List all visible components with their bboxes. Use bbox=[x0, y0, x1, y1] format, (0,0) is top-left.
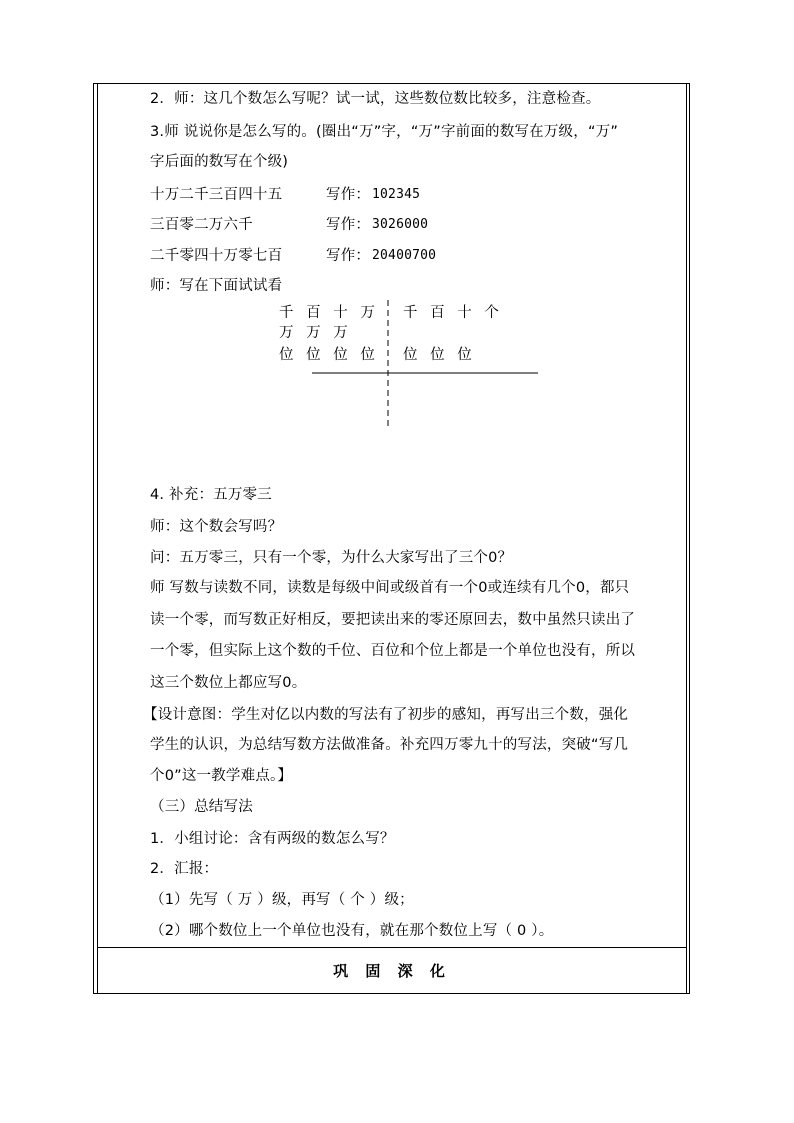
teacher-question: 师：这个数会写吗？ bbox=[150, 519, 283, 535]
example-2-word: 三百零二万六千 bbox=[150, 217, 253, 233]
chart-left-row-2: 万 万 万 bbox=[279, 325, 352, 341]
example-3-word: 二千零四十万零七百 bbox=[150, 248, 283, 264]
section-footer-title: 巩 固 深 化 bbox=[333, 962, 451, 980]
example-3-number: 20400700 bbox=[372, 248, 437, 263]
chart-lines bbox=[300, 298, 550, 433]
chart-right-row-3: 位 位 位 bbox=[403, 347, 476, 363]
example-3-label: 写作： bbox=[326, 248, 371, 264]
section-3-heading: （三）总结写法 bbox=[150, 799, 253, 815]
explanation-line-3: 一个零，但实际上这个数的千位、百位和个位上都是一个单位也没有，所以 bbox=[150, 643, 636, 659]
example-1-label: 写作： bbox=[326, 187, 371, 203]
explanation-line-2: 读一个零，而写数正好相反，要把读出来的零还原回去，数中虽然只读出了 bbox=[150, 612, 636, 628]
example-1-word: 十万二千三百四十五 bbox=[150, 187, 283, 203]
example-2-number: 3026000 bbox=[372, 217, 429, 232]
design-intent-line-1: 【设计意图：学生对亿以内数的写法有了初步的感知，再写出三个数，强化 bbox=[143, 707, 629, 723]
frame-inner-right-border bbox=[686, 83, 687, 994]
try-writing-text: 师：写在下面试试看 bbox=[150, 278, 283, 294]
chart-left-row-3: 位 位 位 位 bbox=[279, 347, 379, 363]
step-3-text-cont: 字后面的数写在个级) bbox=[150, 154, 289, 170]
example-1-number: 102345 bbox=[372, 187, 421, 202]
example-2-label: 写作： bbox=[326, 217, 371, 233]
explanation-line-4: 这三个数位上都应写0。 bbox=[150, 675, 307, 691]
question-text: 问：五万零三，只有一个零，为什么大家写出了三个0？ bbox=[150, 550, 513, 566]
step-2-text: 2．师：这几个数怎么写呢？试一试，这些数位数比较多，注意检查。 bbox=[150, 91, 601, 107]
rule-1-text: （1）先写（ 万 ）级，再写（ 个 ）级； bbox=[150, 892, 414, 908]
design-intent-line-2: 学生的认识，为总结写数方法做准备。补充四万零九十的写法，突破“写几 bbox=[150, 737, 629, 753]
chart-left-row-1: 千 百 十 万 bbox=[279, 305, 379, 321]
design-intent-line-3: 个0”这一教学难点。】 bbox=[150, 768, 293, 784]
chart-right-row-1: 千 百 十 个 bbox=[403, 305, 503, 321]
step-4-text: 4. 补充：五万零三 bbox=[150, 487, 272, 503]
explanation-line-1: 师 写数与读数不同，读数是每级中间或级首有一个0或连续有几个0，都只 bbox=[150, 580, 630, 596]
report-heading: 2．汇报： bbox=[150, 861, 219, 877]
group-discussion-text: 1．小组讨论：含有两级的数怎么写？ bbox=[150, 831, 395, 847]
step-3-text: 3.师 说说你是怎么写的。(圈出“万”字，“万”字前面的数写在万级，“万” bbox=[150, 124, 619, 140]
frame-inner-left-border bbox=[97, 83, 98, 994]
rule-2-text: （2）哪个数位上一个单位也没有，就在那个数位上写（ 0 ）。 bbox=[150, 923, 554, 939]
